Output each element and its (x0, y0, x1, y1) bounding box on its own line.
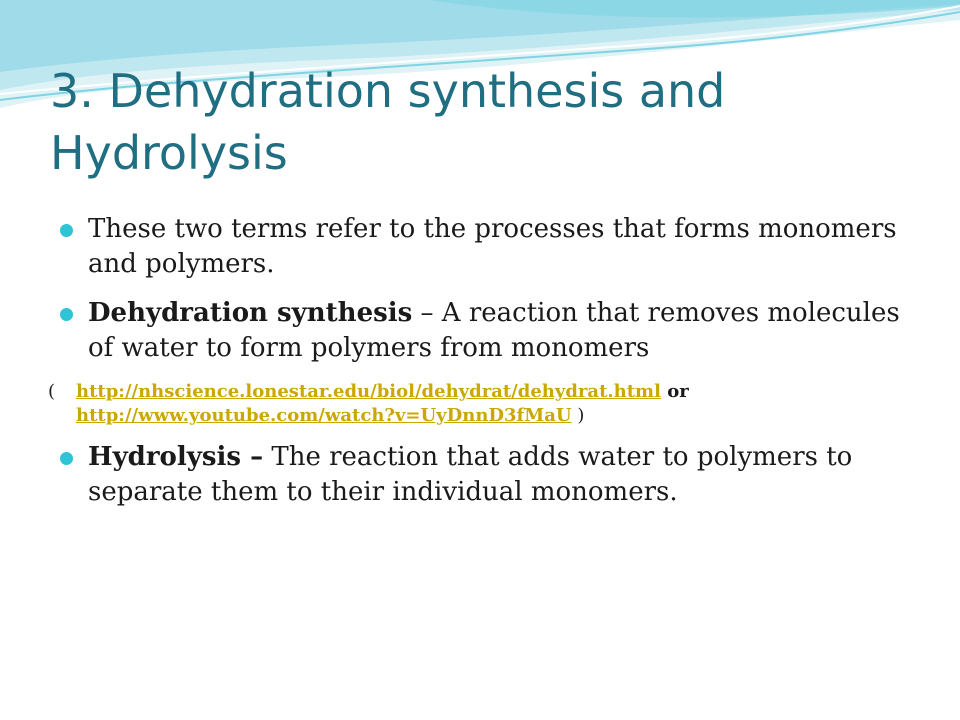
reference-links (48, 380, 930, 428)
bullet-bold-term: Hydrolysis – (88, 442, 264, 472)
bullet-dot-icon (60, 452, 73, 465)
bullet-bold-term: Dehydration synthesis (88, 298, 413, 328)
bullet-text: These two terms refer to the processes that forms monomers and polymers. (88, 214, 897, 279)
bullet-text: The reaction that adds water to polymers to separate them to their individual monomers. (88, 442, 853, 507)
open-paren: ( (48, 381, 56, 402)
or-text: or (660, 381, 689, 402)
slide-body (48, 212, 930, 524)
close-paren: ) (571, 405, 585, 426)
bullet-item-dehydration (60, 296, 930, 366)
slide-title: 3. Dehydration synthesis and Hydrolysis (50, 64, 726, 180)
link-youtube[interactable]: http://www.youtube.com/watch?v=UyDnnD3fMaU (76, 405, 572, 426)
bullet-dot-icon (60, 308, 73, 321)
bullet-dot-icon (60, 224, 73, 237)
bullet-item-hydrolysis (60, 440, 930, 510)
bullet-item-terms (60, 212, 930, 282)
bullet-text: – A reaction that removes molecules of water to form polymers from monomers (88, 298, 900, 363)
link-nhscience[interactable]: http://nhscience.lonestar.edu/biol/dehydrat/dehydrat.html (76, 381, 661, 402)
